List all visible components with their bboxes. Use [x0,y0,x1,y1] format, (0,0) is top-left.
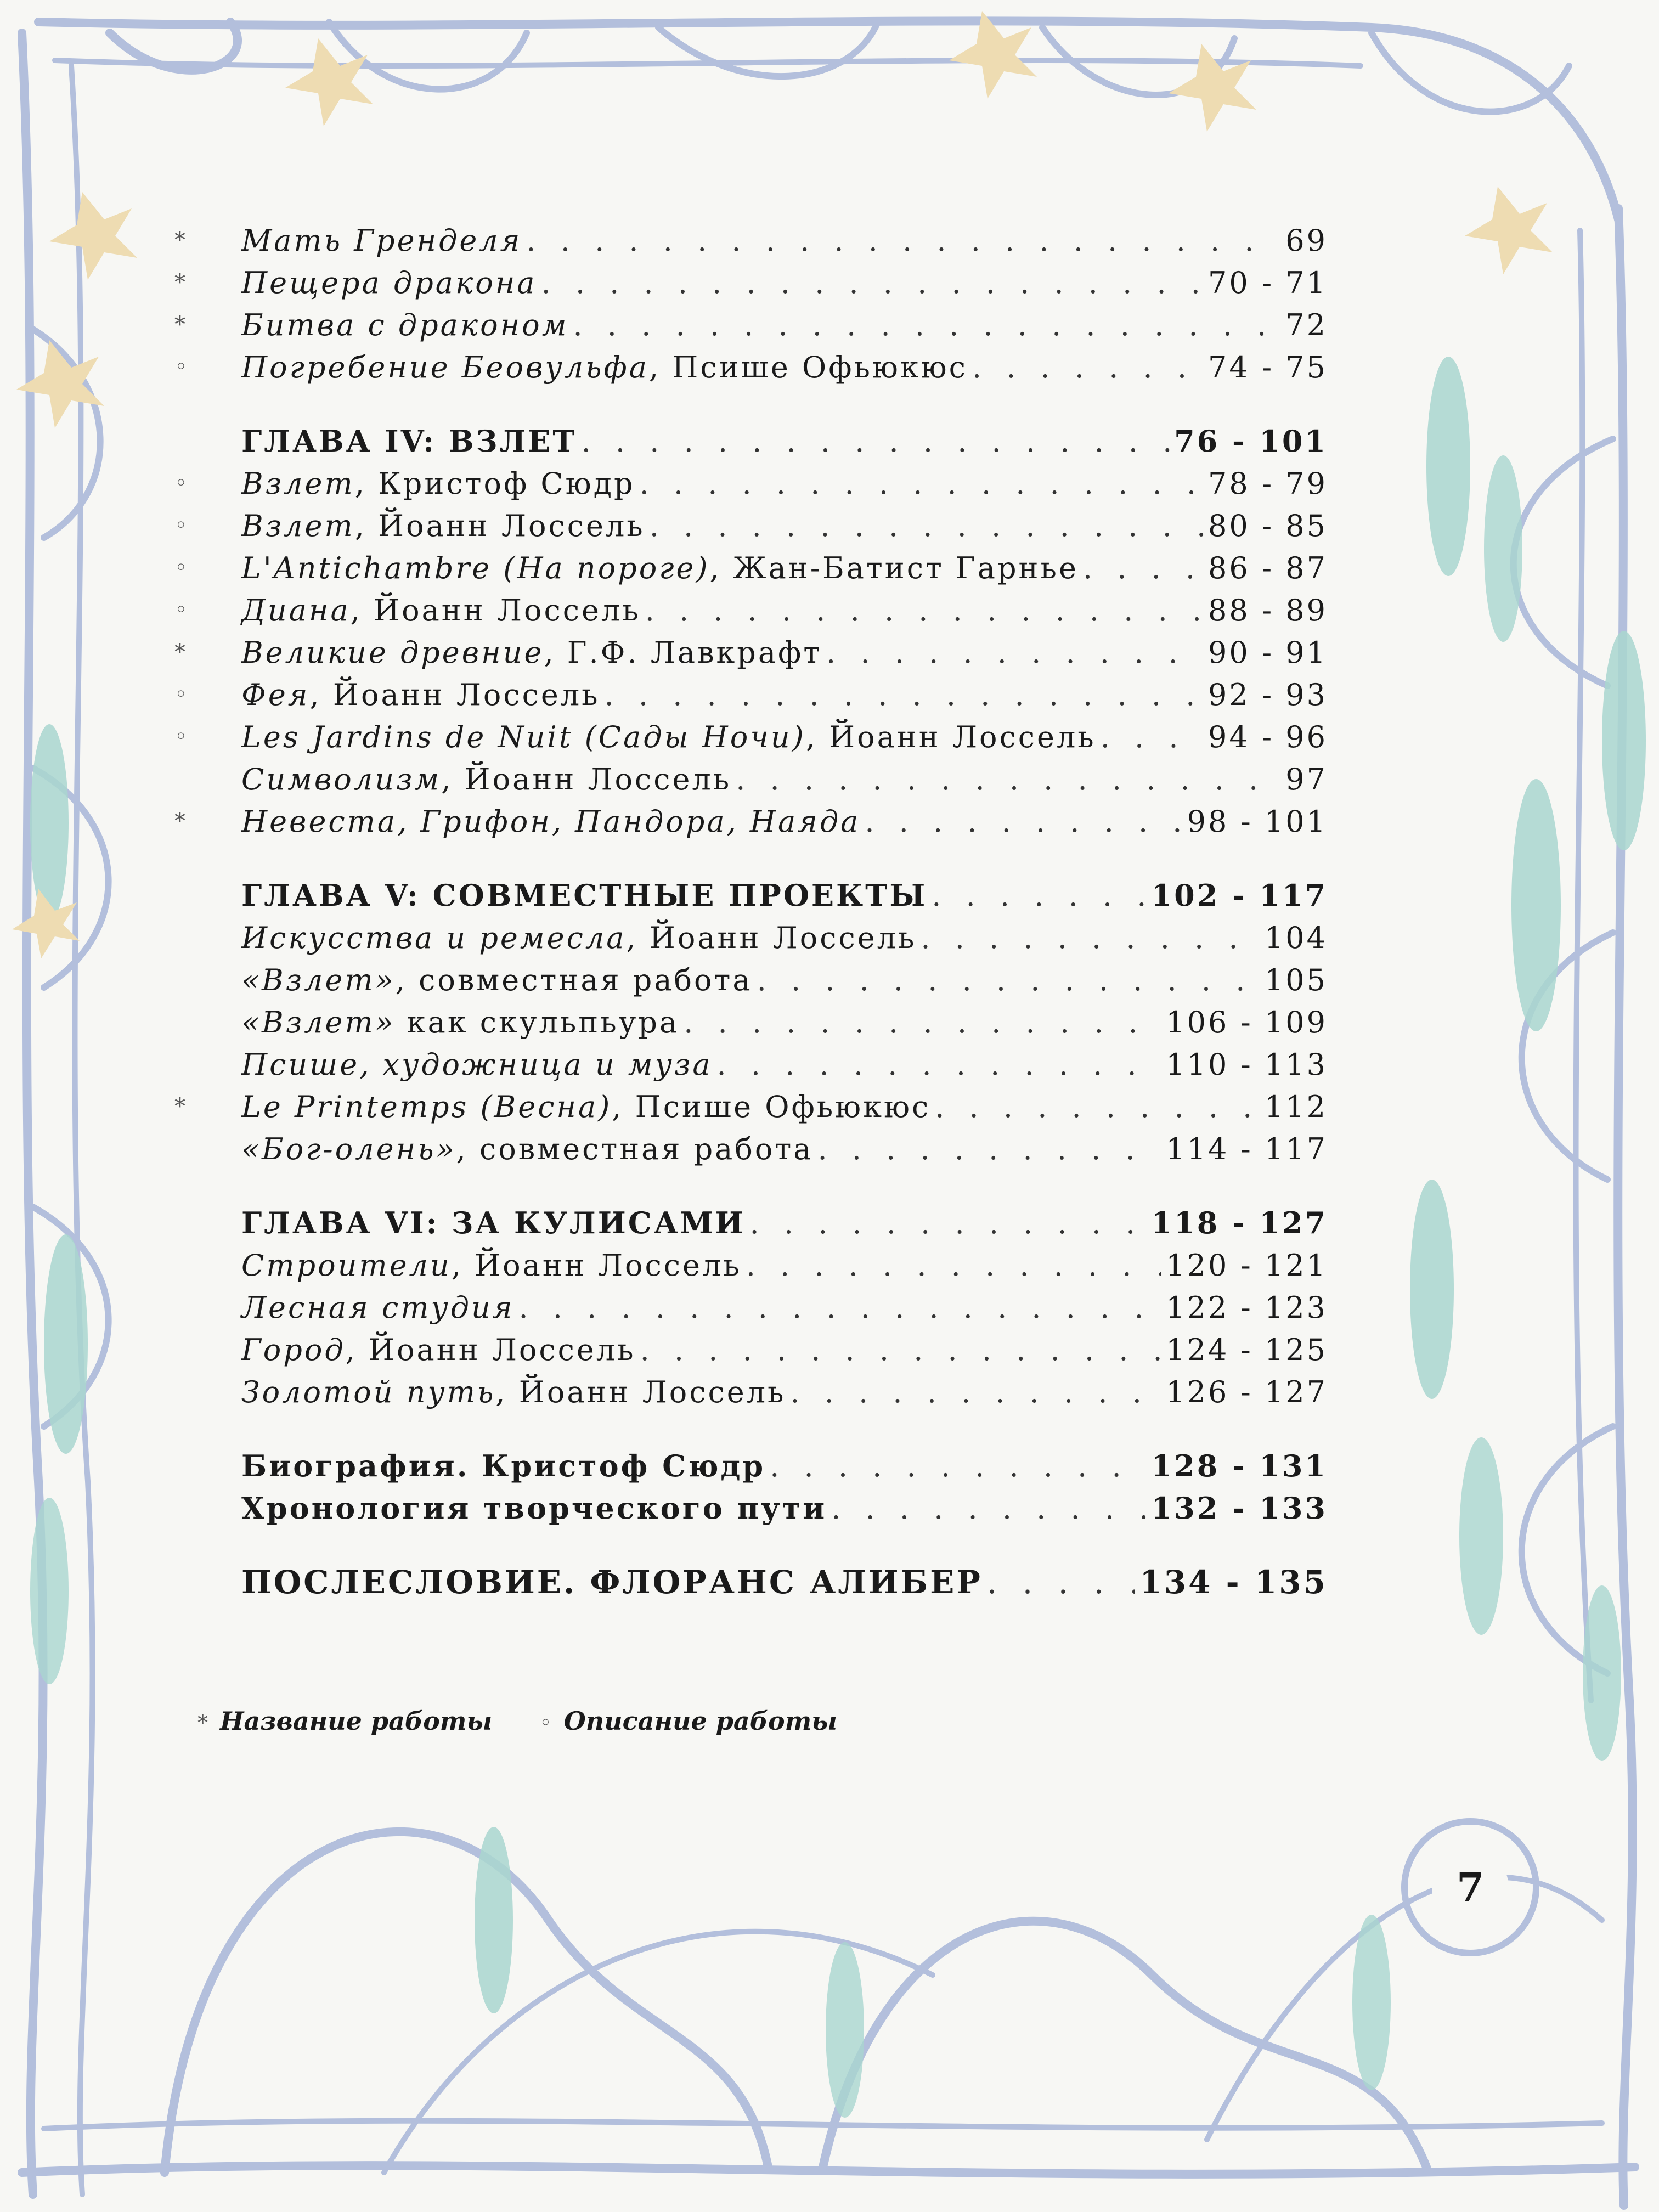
entry-pages: 132 - 133 [1151,1491,1328,1526]
entry-title: Взлет, Кристоф Сюдр [241,466,635,501]
dot-leader [746,1244,1162,1286]
entry-title: L'Antichambre (На пороге), Жан-Батист Гарнье [241,551,1079,585]
entry-marker: * [174,809,185,834]
entry-title: «Бог-олень», совместная работа [241,1132,814,1166]
entry-title: Символизм, Йоанн Лоссель [241,762,732,797]
entry-pages: 70 - 71 [1207,266,1328,300]
dot-leader [932,874,1147,917]
entry-marker: ◦ [174,471,188,496]
entry-pages: 97 [1285,762,1328,797]
star-symbol: * [198,1711,208,1735]
biography-entry[interactable] [187,1445,1328,1487]
chapter-pages: 102 - 117 [1151,878,1328,913]
entry-pages: 90 - 91 [1207,635,1328,670]
toc-entry[interactable] [187,1244,1328,1286]
chapter-pages: 118 - 127 [1151,1205,1328,1240]
entry-title: Диана, Йоанн Лоссель [241,593,641,628]
entry-pages: 69 [1285,223,1328,258]
legend-work-description: Описание работы [563,1706,838,1736]
toc-entry[interactable] [174,1086,1328,1128]
entry-marker: ◦ [174,597,188,623]
entry-title: «Взлет» как скульпьура [241,1005,680,1040]
toc-entry[interactable] [187,1128,1328,1170]
toc-entry[interactable] [174,262,1328,304]
toc-entry[interactable] [187,917,1328,959]
entry-pages: 72 [1285,308,1328,342]
dot-leader [684,1001,1161,1043]
dot-leader [935,1086,1260,1128]
entry-title: ПОСЛЕСЛОВИЕ. ФЛОРАНС АЛИБЕР [241,1564,983,1601]
entry-title: Фея, Йоанн Лоссель [241,678,600,712]
dot-leader [757,959,1260,1001]
entry-pages: 88 - 89 [1207,593,1328,628]
toc-entry[interactable] [174,462,1328,505]
entry-pages: 74 - 75 [1207,350,1328,385]
circle-symbol: ◦ [539,1711,552,1735]
toc-entry[interactable] [187,1043,1328,1086]
dot-leader [750,1202,1147,1244]
page-number: 7 [1432,1849,1509,1926]
entry-title: Пещера дракона [241,266,537,300]
chapter-pages: 76 - 101 [1174,424,1328,459]
toc-entry[interactable] [174,631,1328,674]
toc-entry[interactable] [174,505,1328,547]
entry-title: Битва с драконом [241,308,569,342]
dot-leader [582,420,1170,462]
table-of-contents [174,219,1328,1604]
dot-leader [1083,547,1204,589]
epilogue-entry[interactable] [187,1561,1328,1604]
dot-leader [573,304,1281,346]
dot-leader [826,631,1204,674]
entry-pages: 124 - 125 [1166,1333,1328,1367]
entry-title: Невеста, Грифон, Пандора, Наяда [241,804,861,839]
entry-title: «Взлет», совместная работа [241,963,753,997]
entry-pages: 106 - 109 [1166,1005,1328,1040]
entry-pages: 78 - 79 [1207,466,1328,501]
toc-entry[interactable] [187,758,1328,800]
dot-leader [831,1487,1147,1530]
entry-pages: 128 - 131 [1151,1448,1328,1483]
entry-marker: * [174,270,185,295]
entry-marker: * [174,228,185,253]
toc-entry[interactable] [174,674,1328,716]
entry-title: Строители, Йоанн Лоссель [241,1248,742,1283]
toc-entry[interactable] [174,800,1328,843]
dot-leader [770,1445,1147,1487]
entry-title: Биография. Кристоф Сюдр [241,1448,766,1483]
dot-leader [717,1043,1162,1086]
dot-leader [987,1561,1135,1604]
entry-marker: ◦ [174,682,188,707]
entry-marker: ◦ [174,724,188,749]
entry-pages: 105 [1264,963,1328,997]
chapter-heading-5[interactable] [187,874,1328,917]
chapter-title: ГЛАВА V: СОВМЕСТНЫЕ ПРОЕКТЫ [241,878,928,913]
entry-title: Искусства и ремесла, Йоанн Лоссель [241,921,917,955]
toc-entry[interactable] [174,219,1328,262]
dot-leader [736,758,1281,800]
entry-title: Лесная студия [241,1290,515,1325]
legend-work-title: Название работы [220,1706,493,1736]
dot-leader [921,917,1260,959]
dot-leader [650,505,1204,547]
dot-leader [640,1329,1162,1371]
entry-pages: 112 [1264,1090,1328,1124]
dot-leader [605,674,1204,716]
entry-pages: 80 - 85 [1207,509,1328,543]
toc-entry[interactable] [187,1286,1328,1329]
entry-marker: ◦ [174,354,188,380]
entry-title: Хронология творческого пути [241,1491,827,1526]
dot-leader [640,462,1204,505]
entry-marker: * [174,1094,185,1119]
chronology-entry[interactable] [187,1487,1328,1530]
entry-marker: ◦ [174,555,188,580]
entry-marker: ◦ [174,513,188,538]
entry-pages: 104 [1264,921,1328,955]
entry-pages: 126 - 127 [1166,1375,1328,1409]
dot-leader [518,1286,1161,1329]
legend [198,1706,876,1736]
entry-title: Псише, художница и муза [241,1047,713,1082]
toc-entry[interactable] [174,716,1328,758]
entry-title: Взлет, Йоанн Лоссель [241,509,645,543]
toc-entry[interactable] [187,959,1328,1001]
toc-entry[interactable] [174,346,1328,388]
dot-leader [972,346,1204,388]
entry-title: Великие древние, Г.Ф. Лавкрафт [241,635,822,670]
entry-title: Погребение Беовульфа, Псише Офьюкюс [241,350,968,385]
entry-pages: 114 - 117 [1166,1132,1328,1166]
toc-entry[interactable] [174,547,1328,589]
entry-title: Мать Гренделя [241,223,522,258]
dot-leader [526,219,1281,262]
entry-pages: 94 - 96 [1207,720,1328,754]
entry-pages: 110 - 113 [1166,1047,1328,1082]
entry-title: Le Printemps (Весна), Псише Офьюкюс [241,1090,931,1124]
entry-title: Les Jardins de Nuit (Сады Ночи), Йоанн Лоссель [241,720,1096,754]
dot-leader [1101,716,1204,758]
toc-entry[interactable] [187,1001,1328,1043]
dot-leader [541,262,1204,304]
entry-pages: 122 - 123 [1166,1290,1328,1325]
entry-marker: * [174,312,185,337]
toc-entry[interactable] [187,1329,1328,1371]
dot-leader [790,1371,1161,1413]
chapter-title: ГЛАВА VI: ЗА КУЛИСАМИ [241,1205,746,1240]
toc-entry[interactable] [174,304,1328,346]
entry-title: Город, Йоанн Лоссель [241,1333,636,1367]
chapter-heading-6[interactable] [187,1202,1328,1244]
toc-entry[interactable] [187,1371,1328,1413]
chapter-heading-4[interactable] [187,420,1328,462]
toc-entry[interactable] [174,589,1328,631]
entry-pages: 98 - 101 [1187,804,1328,839]
entry-pages: 134 - 135 [1139,1564,1328,1601]
dot-leader [645,589,1204,631]
entry-marker: * [174,640,185,665]
dot-leader [817,1128,1161,1170]
dot-leader [865,800,1182,843]
entry-pages: 92 - 93 [1207,678,1328,712]
entry-pages: 86 - 87 [1207,551,1328,585]
chapter-title: ГЛАВА IV: ВЗЛЕТ [241,424,577,459]
entry-title: Золотой путь, Йоанн Лоссель [241,1375,786,1409]
entry-pages: 120 - 121 [1166,1248,1328,1283]
